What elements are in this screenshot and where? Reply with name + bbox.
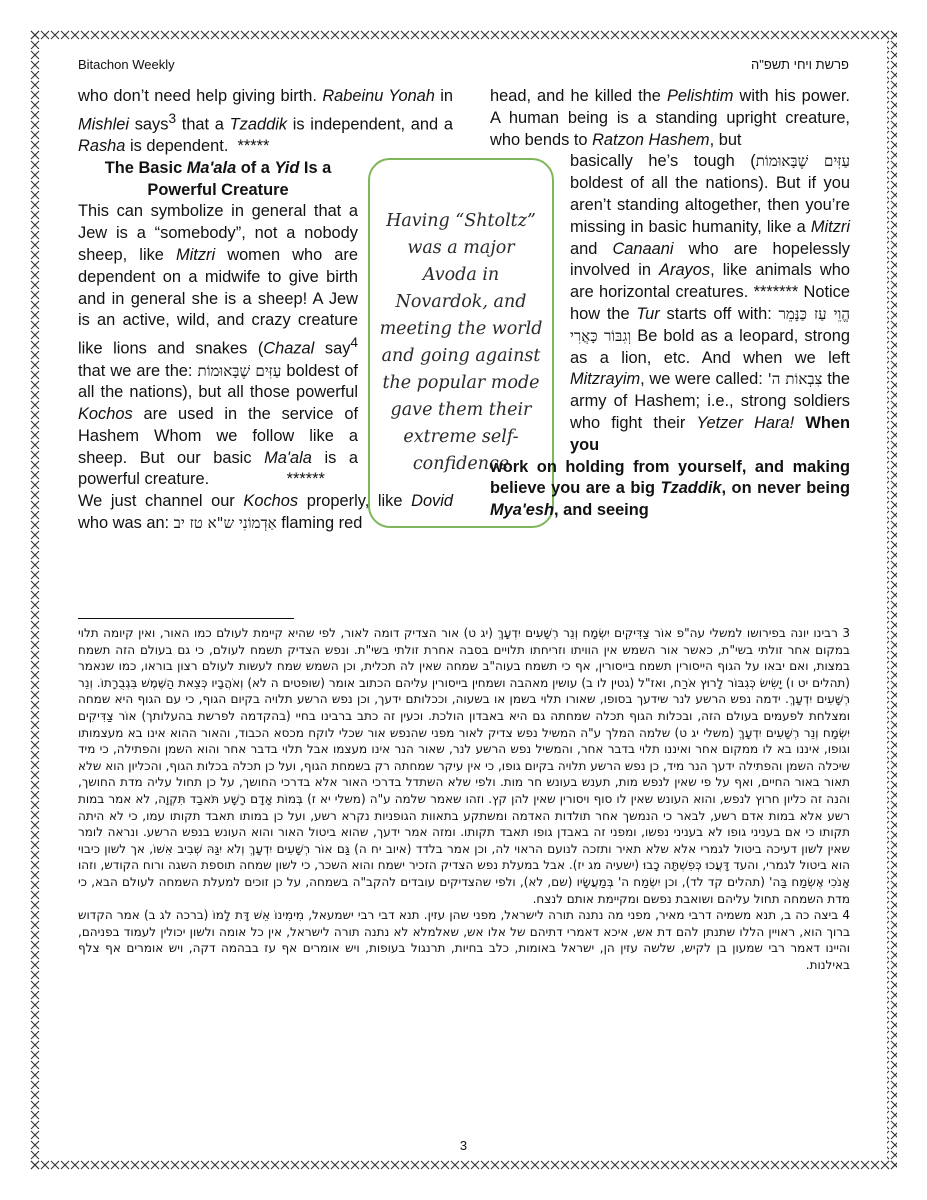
header-parsha-title: פרשת ויחי תשפ"ה	[751, 57, 849, 72]
pull-quote-text: Having “Shtoltz” was a major Avoda in Novardok, and meeting the world and going against the popular mode gave them their extreme self-confidence	[379, 211, 543, 474]
page-number: 3	[459, 1138, 468, 1153]
footnotes	[78, 625, 850, 973]
footnote-4: 4 ביצה כה ב, תנא משמיה דרבי מאיר, מפני מה נתנה תורה לישראל, מפני שהן עזין. תנא דבי רבי ישמעאל, מִימִינוֹ אֵשׁ דָּת לָמוֹ (ברכה לג ב) אמר הקדוש ברוך הוא, ראויין הללו שתנתן להם דת אש, איכא דאמרי דתיהם של אלו אש, שאלמלא לא נתנה תורה לישראל, אין כל אומה ולשון יכולין לעמוד בפניהם, והיינו דאמר רבי שמעון בן לקיש, שלשה עזין הן, ישראל באומות, כלב בחיות, תרנגול בעופות, ויש אומרים אף עז בבהמה דקה, ויש אומרים אף צלף באילנות.	[78, 908, 850, 972]
section-heading: The Basic Ma'ala of a Yid Is a Powerful Creature	[104, 158, 332, 199]
footnote-3: 3 רבינו יונה בפירושו למשלי עה"פ אוֹר צַדִּיקִים יִשְׂמָח וְנֵר רְשָׁעִים יִדְעָךְ (יג ט) אור הצדיק דומה לאור, לפי שהיא קיימת לעולם כמו האור, ואין קיומה תלוי במקום אחר זולתי בשי"ת, כאשר אור השמש אין הוויתו וזריחתו תלויים בסבה אחרת זולתי בשי"ת. ונפש הצדיק תשמח לעולם, כי גם בעולם הזה תשמח במצות, ואם יבאו על הגוף הייסורין תשמח בייסורין, אף כי תשמח בעוה"ב שמחה שאין לה תכלית, וכן השמש שמח לעשות לעולם רצון בוראו, כמו שנאמר (תהלים יט ו) יָשִׂישׂ כְּגִבּוֹר לָרוּץ אֹרַח, ואז"ל (גטין לו ב) עושין מאהבה ושמחין בייסורין עליהם הכתוב אומר (שופטים ה לא) וְאֹהֲבָיו כְּצֵאת הַשֶּׁמֶשׁ בִּגְבֻרָתוֹ. וְנֵר רְשָׁעִים יִדְעָךְ. ידמה נפש הרשע לנר שידעך בסופו, שאורו תלוי בשמן או בשעוה, וככלותם ידעך, וכן נפש הרשע תלויה בקיום הגוף, כי עם הגוף היא שמחה ומצלחת לפעמים בעולם הזה, ובכלות הגוף תכלה שמחתה גם היא באבדון הולכת. וכעין זה כתב ברבינו בחיי (בהקדמה לפרשת בהעלותך) אוֹר צַדִּיקִים יִשְׂמָח וְנֵר רְשָׁעִים יִדְעָךְ (משלי יג ט) שלמה המלך ע"ה המשיל נפש צדיק לאור מפני שהנפש אור שכלי לוקח מכסא הכבוד, והאור ההוא אינו בא מעצמותו וגופו, איננו בא לו ממקום אחר ואיננו תלוי בדבר אחר, והמשיל נפש הרשע לנר, שאור הנר אינו מעצמו אבל תלוי בדבר אחר והוא השמן והפתילה, כי מיד שיכלה השמן והפתילה ידעך הנר מיד, כן נפש הרשע תלויה בקיום גופו, כי אין עיקר שמחתה רק בשמחת הגוף, ועל כן תכלה בכלות הגוף, והכליון הוא שלא תאור באור החיים, ואף על פי שאין לנפש מות, תענש בעונש חר מות. ולפי שלא השתדל בדרכי האור אלא בדרכי החושך, על כן תחול עליה מדת החושך, והנה זה כליון חרוץ לנפש, והוא העונש שאין לו סוף ויסורין שאין להן קץ. וזהו שאמר שלמה ע"ה (משלי יא ז) בְּמוֹת אָדָם רָשָׁע תֹּאבַד תִּקְוָה, לא אמר במות רשע אלא במות אדם רשע, לבאר כי הנמשך אחר תולדות האדמה ומשתקע בתאוות הגופניות נקרא רשע, ועל כן במותו תאבד תקותו עמו, כי לא היתה תקותו כי אם בעניני גופו לא בעניני נפשו, ומפני זה באבדן גופו תאבד תקותו. ומזה אמר ידעך, שהוא ביטול האור והוא העונש בנפש הרשע. ונראה לומר שאין לשון דעיכה ביטול לגמרי אלא שלא תאיר ותזכה לנועם הראוי לה, וכן אמר בלדד (איוב יח ה) גַּם אוֹר רְשָׁעִים יִדְעָךְ וְלֹא יִגַּהּ שְׁבִיב אִשּׁוֹ, אך לשון כיבוי הוא ביטול לגמרי, והעד דָּעֲכוּ כְּפִשְׁתָּה כָבוּ (ישעיה מג יז). אבל במעלת נפש הצדיק הזכיר ישמח והוא השכר, כי לשון שמחה תוספת השגה ורוח הקודש, וזהו אָנֹכִי אֶשְׂמַח בַּה' (תהלים קד לד), וכן יִשְׂמַח ה' בְּמַעֲשָׂיו (שם, לא), ולפי שהצדיקים עובדים להקב"ה בשמחה, על כן זוכים למעלת השמחה לעולם הבא, כי מדת השמחה תחול עליהם ושואבת נפשם ומקיימת אותם לנצח.	[78, 626, 850, 906]
left-body-paragraph: This can symbolize in general that a Jew is a “somebody”, not a nobody sheep, like Mitzri women who are dependent on a midwife to give birth and in general she is a sheep! A Jew is an active, wild, and crazy creature like lions and snakes (Chazal say$^4$ that we are the: עַזִּים שֶׁבָּאוּמוֹת boldest of all the nations), but all those powerful Kochos are used in the service of Hashem Whom we follow like a sheep. But our basic Ma'ala is a powerful creature. ******	[78, 202, 359, 489]
left-closing-paragraph: We just channel our Kochos properly, like Dovid who was an: אַדְמוֹנִי ש"א טז יב flaming red	[78, 492, 454, 533]
right-bold-paragraph: work on holding from yourself, and making believe you are a big Tzaddik, on never being Mya'esh, and seeing	[490, 457, 851, 520]
footnote-separator	[78, 618, 294, 619]
right-middle-paragraph: basically he’s tough (עַזִּים שֶׁבָּאוּמוֹת boldest of all the nations). But if you aren’t standing altogether, then you’re missing in basic humanity, like a Mitzri and Canaani who are hopelessly involved in Arayos, like animals who are horizontal creatures. ******* Notice how the Tur starts off with: הֱוֵי עַז כַּנָּמֵר וְגִבּוֹר כָּאֲרִי Be bold as a leopard, strong as a lion, etc. And when we left Mitzrayim, we were called: צִבְאוֹת ה' the army of Hashem; i.e., strong soldiers who fight their Yetzer Hara! When you	[570, 152, 851, 454]
right-column	[490, 86, 850, 522]
left-intro-paragraph: who don’t need help giving birth. Rabeinu Yonah in Mishlei says$^3$ that a Tzaddik is independent, and a Rasha is dependent. *****	[78, 87, 454, 156]
right-top-paragraph: head, and he killed the Pelishtim with his power. A human being is a standing upright creature, who bends to Ratzon Hashem, but	[490, 87, 850, 149]
header-publication-title: Bitachon Weekly	[78, 57, 175, 72]
